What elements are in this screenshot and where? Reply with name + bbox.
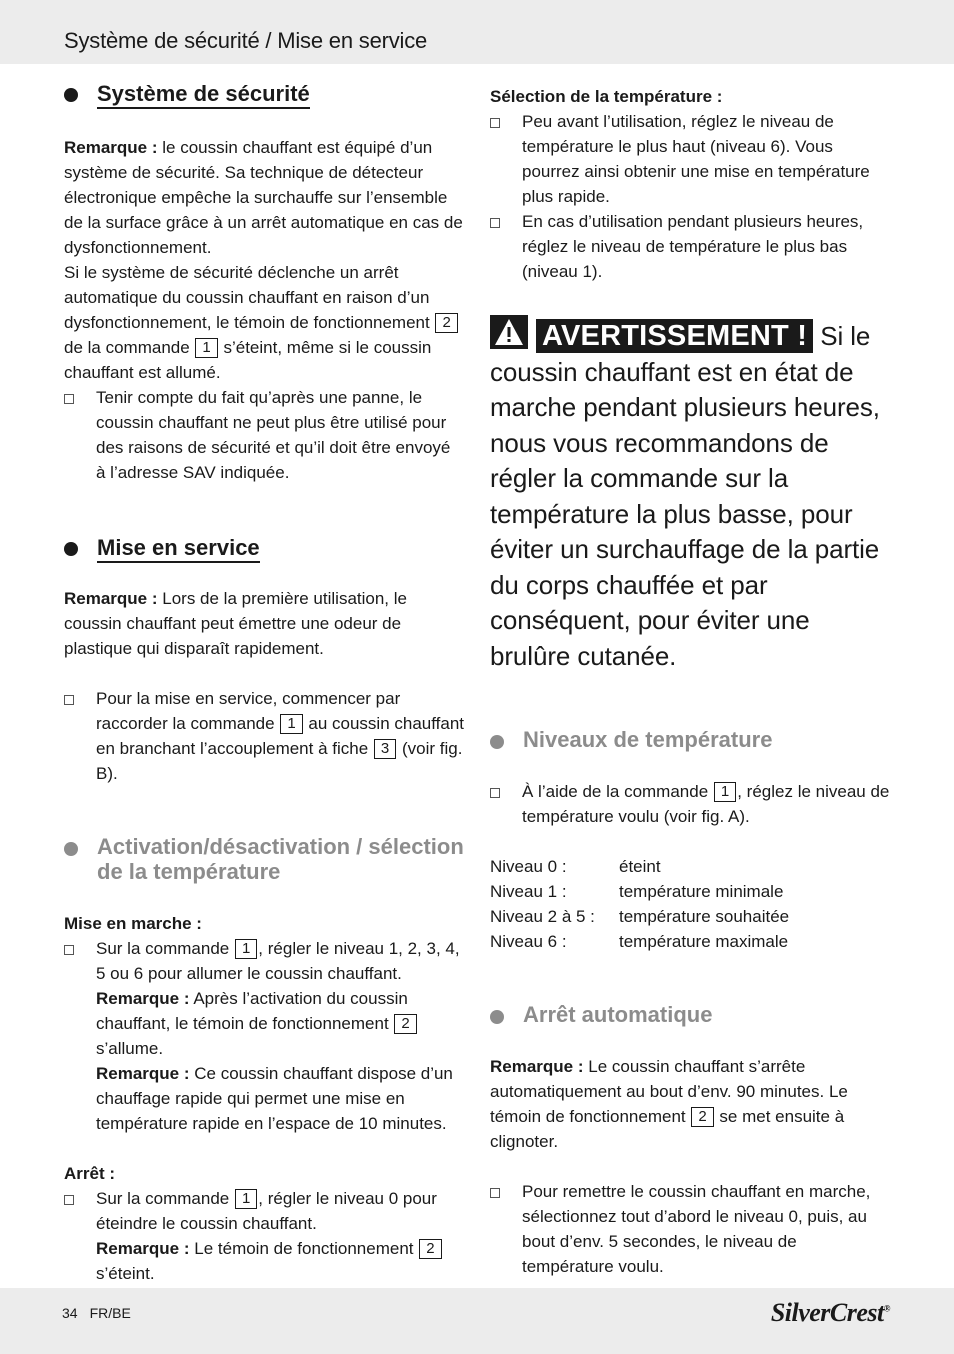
checkbox-bullet-icon (490, 788, 500, 798)
checkbox-bullet-icon (490, 218, 500, 228)
checkbox-bullet-icon (490, 1188, 500, 1198)
checkbox-bullet-icon (64, 394, 74, 404)
section-heading-securite: Système de sécurité (64, 80, 464, 108)
section-heading-activation: Activation/désactivation / sélection de la température (64, 834, 464, 884)
list-item: Sur la commande 1 , régler le niveau 0 pour éteindre le coussin chauffant. Remarque : Le témoin de fonctionnement 2 s’éteint. (64, 1186, 464, 1286)
ref-box-2: 2 (419, 1239, 441, 1259)
levels-table (490, 854, 890, 954)
level-label: Niveau 2 à 5 : (490, 907, 595, 926)
list-item: Pour la mise en service, commencer par raccorder la commande 1 au coussin chauffant en branchant l’accouplement à fiche 3 (voir fig. B). (64, 686, 464, 786)
page-footer (0, 1288, 954, 1354)
checkbox-bullet-icon (64, 695, 74, 705)
ref-box-1: 1 (235, 1189, 257, 1209)
ref-box-2: 2 (394, 1014, 416, 1034)
list-item: Tenir compte du fait qu’après une panne, le coussin chauffant ne peut plus être utilisé pour des raisons de sécurité et qu’il doit être envoyé à l’adresse SAV indiquée. (64, 385, 464, 485)
section-heading-niveaux: Niveaux de température (490, 727, 890, 752)
bullet-icon (64, 842, 78, 856)
list-item: En cas d’utilisation pendant plusieurs heures, réglez le niveau de température le plus bas (niveau 1). (490, 209, 890, 284)
checkbox-bullet-icon (64, 1195, 74, 1205)
right-column (490, 84, 890, 1279)
level-desc: éteint (619, 857, 661, 876)
mise-note: Remarque : Lors de la première utilisation, le coussin chauffant peut émettre une odeur de plastique qui disparaît rapidement. (64, 589, 407, 658)
ref-box-1: 1 (714, 782, 736, 802)
subheading-arret: Arrêt : (64, 1164, 116, 1183)
page-number: 34 FR/BE (62, 1305, 131, 1321)
section-heading-arret-auto: Arrêt automatique (490, 1002, 890, 1027)
left-column (64, 80, 464, 1286)
ref-box-3: 3 (374, 739, 396, 759)
warning-badge: AVERTISSEMENT ! (536, 319, 813, 353)
ref-box-1: 1 (280, 714, 302, 734)
securite-paragraph: Si le système de sécurité déclenche un arrêt automatique du coussin chauffant en raison d’un dysfonctionnement, le témoin de fonctionnement 2 de la commande 1 s’éteint, même si le coussin chauffant est allumé. (64, 260, 464, 385)
list-item: Peu avant l’utilisation, réglez le niveau de température le plus haut (niveau 6). Vous pourrez ainsi obtenir une mise en température plus rapide. (490, 109, 890, 209)
ref-box-1: 1 (235, 939, 257, 959)
arret-auto-note: Remarque : Le coussin chauffant s’arrête automatiquement au bout d’env. 90 minutes. Le témoin de fonctionnement 2 se met ensuite à clignoter. (490, 1057, 848, 1151)
level-label: Niveau 0 : (490, 857, 567, 876)
page-title: Système de sécurité / Mise en service (64, 28, 428, 53)
list-item: À l’aide de la commande 1 , réglez le niveau de température voulu (voir fig. A). (490, 779, 890, 829)
ref-box-2: 2 (435, 313, 457, 333)
subheading-mise-en-marche: Mise en marche : (64, 914, 202, 933)
subheading-selection: Sélection de la température : (490, 87, 723, 106)
securite-note: Remarque : le coussin chauffant est équipé d’un système de sécurité. Sa technique de détecteur électronique empêche la surchauffe sur l’ensemble de la surface grâce à un arrêt automatique en cas de dysfonctionnement. (64, 138, 463, 257)
warning-block: AVERTISSEMENT ! Si le coussin chauffant est en état de marche pendant plusieurs heures, nous vous recommandons de régler la commande sur la température la plus basse, pour éviter un surchauffage de la partie du corps chauffée et par conséquent, pour éviter une brulûre cutanée. (490, 315, 890, 674)
page-header (0, 0, 954, 64)
checkbox-bullet-icon (490, 118, 500, 128)
bullet-icon (490, 735, 504, 749)
ref-box-2: 2 (691, 1107, 713, 1127)
level-desc: température minimale (619, 882, 784, 901)
level-desc: température maximale (619, 932, 789, 951)
level-desc: température souhaitée (619, 907, 790, 926)
list-item: Sur la commande 1 , régler le niveau 1, 2, 3, 4, 5 ou 6 pour allumer le coussin chauffant. Remarque : Après l’activation du coussin chauffant, le témoin de fonctionnement 2 s’allume. Remarque : Ce coussin chauffant dispose d’un chauffage rapide qui permet une mise en température rapide en l’espace de 10 minutes. (64, 936, 464, 1136)
level-label: Niveau 1 : (490, 882, 567, 901)
section-heading-mise: Mise en service (64, 534, 464, 562)
checkbox-bullet-icon (64, 945, 74, 955)
bullet-icon (64, 88, 78, 102)
warning-triangle-icon (490, 315, 528, 349)
bullet-icon (64, 542, 78, 556)
bullet-icon (490, 1010, 504, 1024)
level-label: Niveau 6 : (490, 932, 567, 951)
ref-box-1: 1 (195, 338, 217, 358)
list-item: Pour remettre le coussin chauffant en marche, sélectionnez tout d’abord le niveau 0, puis, au bout d’env. 5 secondes, le niveau de température voulu. (490, 1179, 890, 1279)
brand-logo: SilverCrest® (770, 1298, 890, 1327)
